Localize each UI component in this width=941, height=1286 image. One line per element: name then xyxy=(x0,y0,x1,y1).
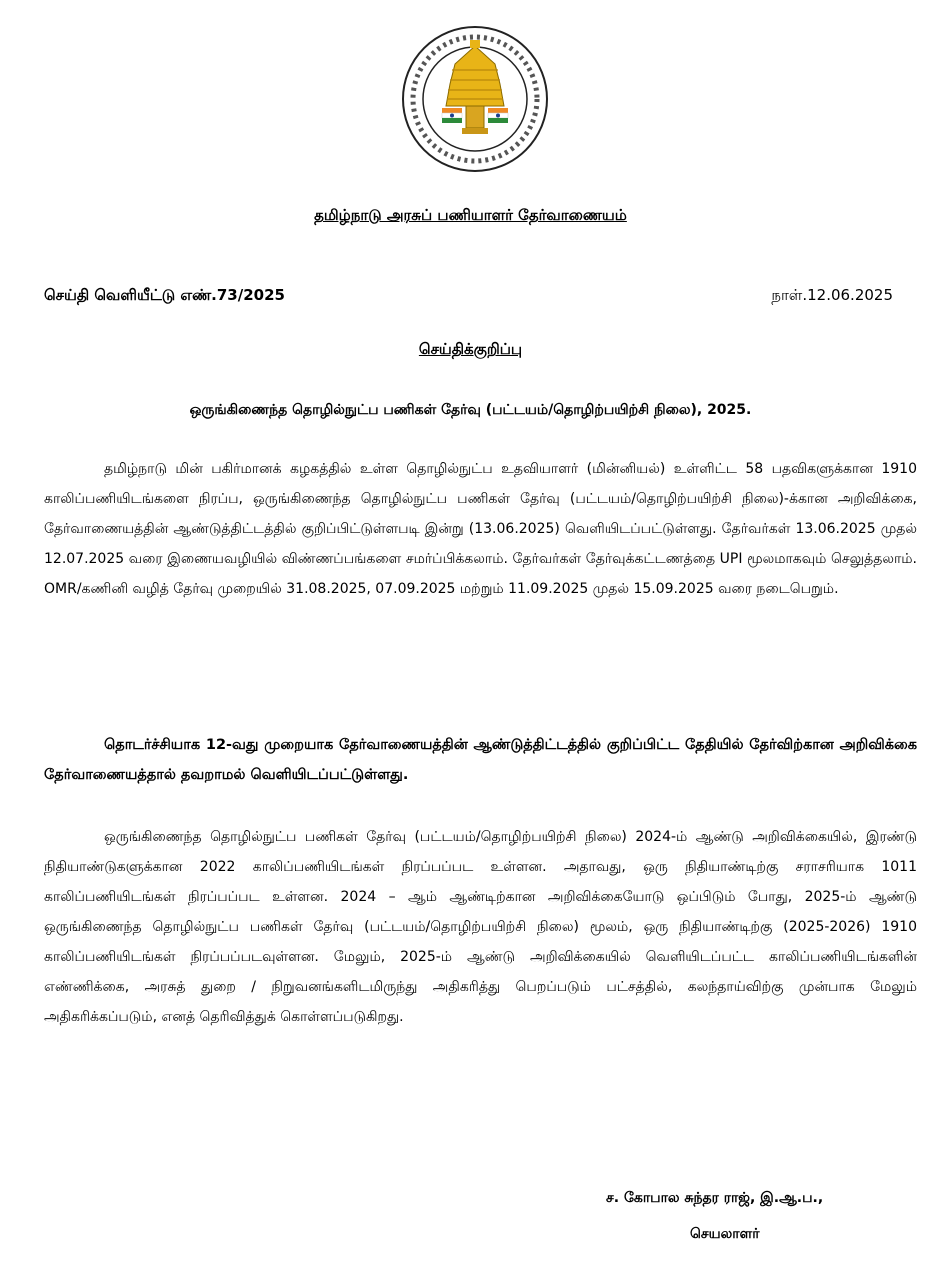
organization-title: தமிழ்நாடு அரசுப் பணியாளர் தேர்வாணையம் xyxy=(314,206,627,224)
release-date: நாள்.12.06.2025 xyxy=(771,286,893,304)
subject-line: ஒருங்கிணைந்த தொழில்நுட்ப பணிகள் தேர்வு (பட்டயம்/தொழிற்பயிற்சி நிலை), 2025. xyxy=(189,402,752,418)
tamil-nadu-government-emblem-icon xyxy=(400,24,550,174)
release-number: செய்தி வெளியீட்டு எண்.73/2025 xyxy=(44,286,285,304)
paragraph-annual-planner: தொடர்ச்சியாக 12-வது முறையாக தேர்வாணையத்தின் ஆண்டுத்திட்டத்தில் குறிப்பிட்ட தேதியில் தேர்விற்கான அறிவிக்கை தேர்வாணையத்தால் தவறாமல் வெளியிடப்பட்டுள்ளது. xyxy=(44,737,917,783)
paragraph-vacancies: ஒருங்கிணைந்த தொழில்நுட்ப பணிகள் தேர்வு (பட்டயம்/தொழிற்பயிற்சி நிலை) 2024-ம் ஆண்டு அறிவிக்கையில், இரண்டு நிதியாண்டுகளுக்கான 2022 காலிப்பணியிடங்கள் நிரப்பப்பட உள்ளன. அதாவது, ஒரு நிதியாண்டிற்கு சராசரியாக 1011 காலிப்பணியிடங்கள் நிரப்பப்பட உள்ளன. 2024 – ஆம் ஆண்டிற்கான அறிவிக்கையோடு ஒப்பிடும் போது, 2025-ம் ஆண்டு ஒருங்கிணைந்த தொழில்நுட்ப பணிகள் தேர்வு (பட்டயம்/தொழிற்பயிற்சி நிலை) மூலம், ஒரு நிதியாண்டிற்கு (2025-2026) 1910 காலிப்பணியிடங்கள் நிரப்பப்படவுள்ளன. மேலும், 2025-ம் ஆண்டு அறிவிக்கையில் வெளியிடப்பட்ட காலிப்பணியிடங்களின் எண்ணிக்கை, அரசுத் துறை / நிறுவனங்களிடமிருந்து அதிகரித்து பெறப்படும் பட்சத்தில், கலந்தாய்விற்கு முன்பாக மேலும் அதிகரிக்கப்படும், எனத் தெரிவித்துக் கொள்ளப்படுகிறது. xyxy=(44,829,917,1025)
signatory-name: ச. கோபால சுந்தர ராஜ், இ.ஆ.ப., xyxy=(606,1190,824,1206)
paragraph-notification: தமிழ்நாடு மின் பகிர்மானக் கழகத்தில் உள்ள தொழில்நுட்ப உதவியாளர் (மின்னியல்) உள்ளிட்ட 58 பதவிகளுக்கான 1910 காலிப்பணியிடங்களை நிரப்ப, ஒருங்கிணைந்த தொழில்நுட்ப பணிகள் தேர்வு (பட்டயம்/தொழிற்பயிற்சி நிலை)-க்கான அறிவிக்கை, தேர்வாணையத்தின் ஆண்டுத்திட்டத்தில் குறிப்பிட்டுள்ளபடி இன்று (13.06.2025) வெளியிடப்பட்டுள்ளது. தேர்வர்கள் 13.06.2025 முதல் 12.07.2025 வரை இணையவழியில் விண்ணப்பங்களை சமர்ப்பிக்கலாம். தேர்வர்கள் தேர்வுக்கட்டணத்தை UPI மூலமாகவும் செலுத்தலாம். OMR/கணினி வழித் தேர்வு முறையில் 31.08.2025, 07.09.2025 மற்றும் 11.09.2025 முதல் 15.09.2025 வரை நடைபெறும். xyxy=(44,461,917,597)
signatory-designation: செயலாளர் xyxy=(690,1226,760,1242)
press-note-heading: செய்திக்குறிப்பு xyxy=(418,340,523,358)
